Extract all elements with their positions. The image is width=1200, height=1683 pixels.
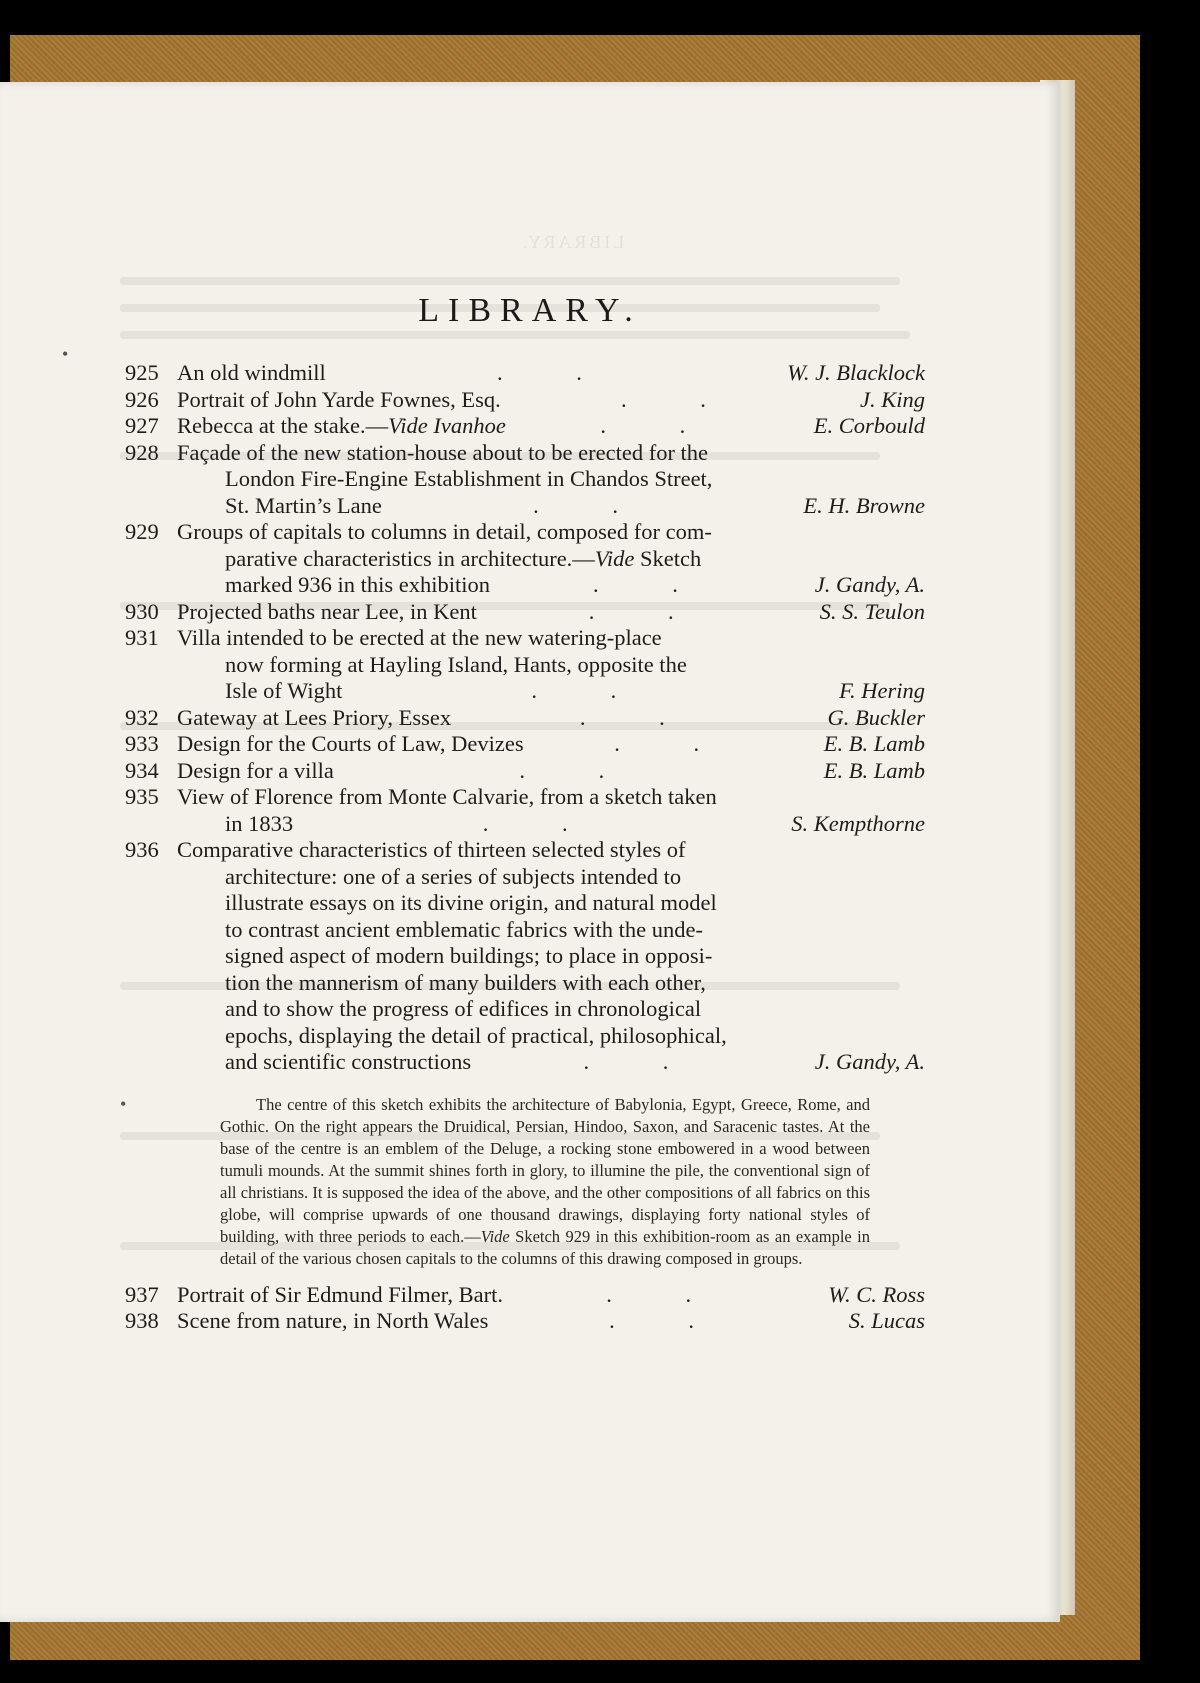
entry-title: Comparative characteristics of thirteen selected styles of (177, 837, 686, 862)
entry-number: 937 (125, 1281, 159, 1307)
entry-title: Scene from nature, in North Wales (177, 1308, 489, 1333)
entry-title: and scientific constructions (225, 1049, 472, 1074)
entry-artist: S. Lucas (848, 1308, 925, 1333)
entry-artist: J. Gandy, A. (814, 572, 925, 597)
catalogue-entry: 925 An old windmill . . W. J. Blacklock (125, 360, 925, 385)
entry-title: marked 936 in this exhibition (225, 572, 490, 597)
catalogue-entry: 932 Gateway at Lees Priory, Essex . . G. Buckler (125, 704, 925, 730)
entry-number: 932 (125, 704, 159, 730)
entry-number: 935 (125, 784, 159, 809)
entry-title: now forming at Hayling Island, Hants, opposite the (225, 651, 687, 677)
catalogue-entry: 926 Portrait of John Yarde Fownes, Esq. . . J. King (125, 386, 925, 412)
entry-number: 931 (125, 625, 159, 650)
entry-number: 930 (125, 598, 159, 624)
entry-number: 929 (125, 519, 159, 544)
entry-title: Portrait of Sir Edmund Filmer, Bart. (177, 1281, 503, 1307)
catalogue-entries (125, 360, 925, 1335)
catalogue-entry: 935 View of Florence from Monte Calvarie, from a sketch taken in 1833 . . S. Kempthorne (125, 784, 925, 836)
entry-title: Villa intended to be erected at the new watering-place (177, 625, 662, 650)
entry-title: Design for a villa (177, 757, 334, 783)
entry-title: Rebecca at the stake.—Vide Ivanhoe (177, 413, 506, 438)
entry-number: 934 (125, 757, 159, 783)
entry-title: parative characteristics in architecture.—Vide Sketch (225, 545, 702, 571)
entry-artist: J. Gandy, A. (814, 1049, 925, 1074)
entry-artist: E. Corbould (813, 413, 925, 438)
entry-title: to contrast ancient emblematic fabrics with the unde- (225, 916, 703, 942)
entry-title: Portrait of John Yarde Fownes, Esq. (177, 386, 501, 412)
entry-title: epochs, displaying the detail of practical, philosophical, (225, 1022, 727, 1048)
entry-number: 938 (125, 1308, 159, 1333)
catalogue-entry: 938 Scene from nature, in North Wales . . S. Lucas (125, 1308, 925, 1333)
book-page (0, 82, 1060, 1622)
entry-number: 933 (125, 731, 159, 756)
page-title: LIBRARY. (418, 292, 642, 329)
catalogue-entry: 934 Design for a villa . . E. B. Lamb (125, 757, 925, 783)
catalogue-entry: 927 Rebecca at the stake.—Vide Ivanhoe . . E. Corbould (125, 413, 925, 438)
entry-artist: E. H. Browne (803, 492, 925, 518)
entry-artist: J. King (860, 386, 925, 412)
entry-list-after (125, 1282, 925, 1335)
entry-title: An old windmill (177, 360, 326, 385)
entry-title: Design for the Courts of Law, Devizes (177, 731, 524, 756)
entry-title: Isle of Wight (225, 678, 343, 703)
entry-title: Groups of capitals to columns in detail, composed for com- (177, 519, 712, 544)
entry-title: St. Martin’s Lane (225, 492, 382, 518)
entry-number: 925 (125, 360, 159, 385)
entry-title: Façade of the new station-house about to be erected for the (177, 439, 709, 465)
catalogue-entry: 933 Design for the Courts of Law, Devizes . . E. B. Lamb (125, 731, 925, 756)
entry-title: and to show the progress of edifices in chronological (225, 996, 702, 1021)
entry-artist: W. J. Blacklock (787, 360, 925, 385)
show-through-text: LIBRARY. (0, 82, 1060, 1622)
entry-number: 928 (125, 439, 159, 465)
entry-artist: S. S. Teulon (819, 598, 925, 624)
entry-title: signed aspect of modern buildings; to place in opposi- (225, 943, 713, 968)
catalogue-entry: 931 Villa intended to be erected at the new watering-place now forming at Hayling Island, Hants, opposite the Isle of Wight . . F. Hering (125, 625, 925, 703)
entry-artist: E. B. Lamb (823, 731, 925, 756)
entry-artist: W. C. Ross (828, 1281, 925, 1307)
entry-title: illustrate essays on its divine origin, and natural model (225, 890, 717, 915)
margin-mark: • (62, 344, 69, 364)
entry-number: 936 (125, 837, 159, 862)
entry-title: London Fire-Engine Establishment in Chandos Street, (225, 466, 713, 491)
catalogue-entry: 929 Groups of capitals to columns in detail, composed for com- parative characteristics in architecture.—Vide Sketch marked 936 in this exhibition . . J. Gandy, A. (125, 519, 925, 597)
entry-artist: G. Buckler (827, 704, 925, 730)
catalogue-entry: 936 Comparative characteristics of thirteen selected styles of architecture: one of a series of subjects intended to illustrate essays on its divine origin, and natural model to contrast ancient emblematic fabrics with the unde- signed aspect of modern buildings; to place in opposi- tion the mannerism of many builders with each other, and to show the progress of edifices in chronological epochs, displaying the detail of practical, philosophical, and scientific constructions . . J. Gandy, A. (125, 837, 925, 1074)
entry-title: tion the mannerism of many builders with each other, (225, 969, 706, 995)
entry-title: Projected baths near Lee, in Kent (177, 598, 477, 624)
catalogue-entry: 930 Projected baths near Lee, in Kent . . S. S. Teulon (125, 598, 925, 624)
entry-title: View of Florence from Monte Calvarie, from a sketch taken (177, 784, 717, 809)
entry-list-main (125, 360, 925, 1076)
entry-title: Gateway at Lees Priory, Essex (177, 704, 452, 730)
entry-title: architecture: one of a series of subjects intended to (225, 863, 682, 889)
entry-artist: S. Kempthorne (791, 810, 925, 836)
entry-number: 926 (125, 386, 159, 412)
catalogue-entry: 937 Portrait of Sir Edmund Filmer, Bart. . . W. C. Ross (125, 1281, 925, 1307)
explanatory-note: The centre of this sketch exhibits the architecture of Babylonia, Egypt, Greece, Rome, and Gothic. On the right appears the Druidical, Persian, Hindoo, Saxon, and Saracenic tastes. At the base of the centre is an emblem of the Deluge, a rocking stone embowered in a wood between tumuli mounds. At the summit shines forth in glory, to illumine the pile, the conventional sign of all christians. It is supposed the idea of the above, and the other compositions of all fabrics on this globe, will comprise upwards of one thousand drawings, displaying forty national styles of building, with three periods to each.—Vide Sketch 929 in this exhibition-room as an example in detail of the various chosen capitals to the columns of this drawing composed in groups. (220, 1094, 870, 1268)
entry-title: in 1833 (225, 810, 294, 836)
catalogue-entry: 928 Façade of the new station-house about to be erected for the London Fire-Engine Establishment in Chandos Street, St. Martin’s Lane . . E. H. Browne (125, 439, 925, 518)
entry-artist: E. B. Lamb (823, 757, 925, 783)
margin-mark: • (120, 1094, 127, 1114)
entry-artist: F. Hering (839, 678, 925, 703)
entry-number: 927 (125, 413, 159, 438)
